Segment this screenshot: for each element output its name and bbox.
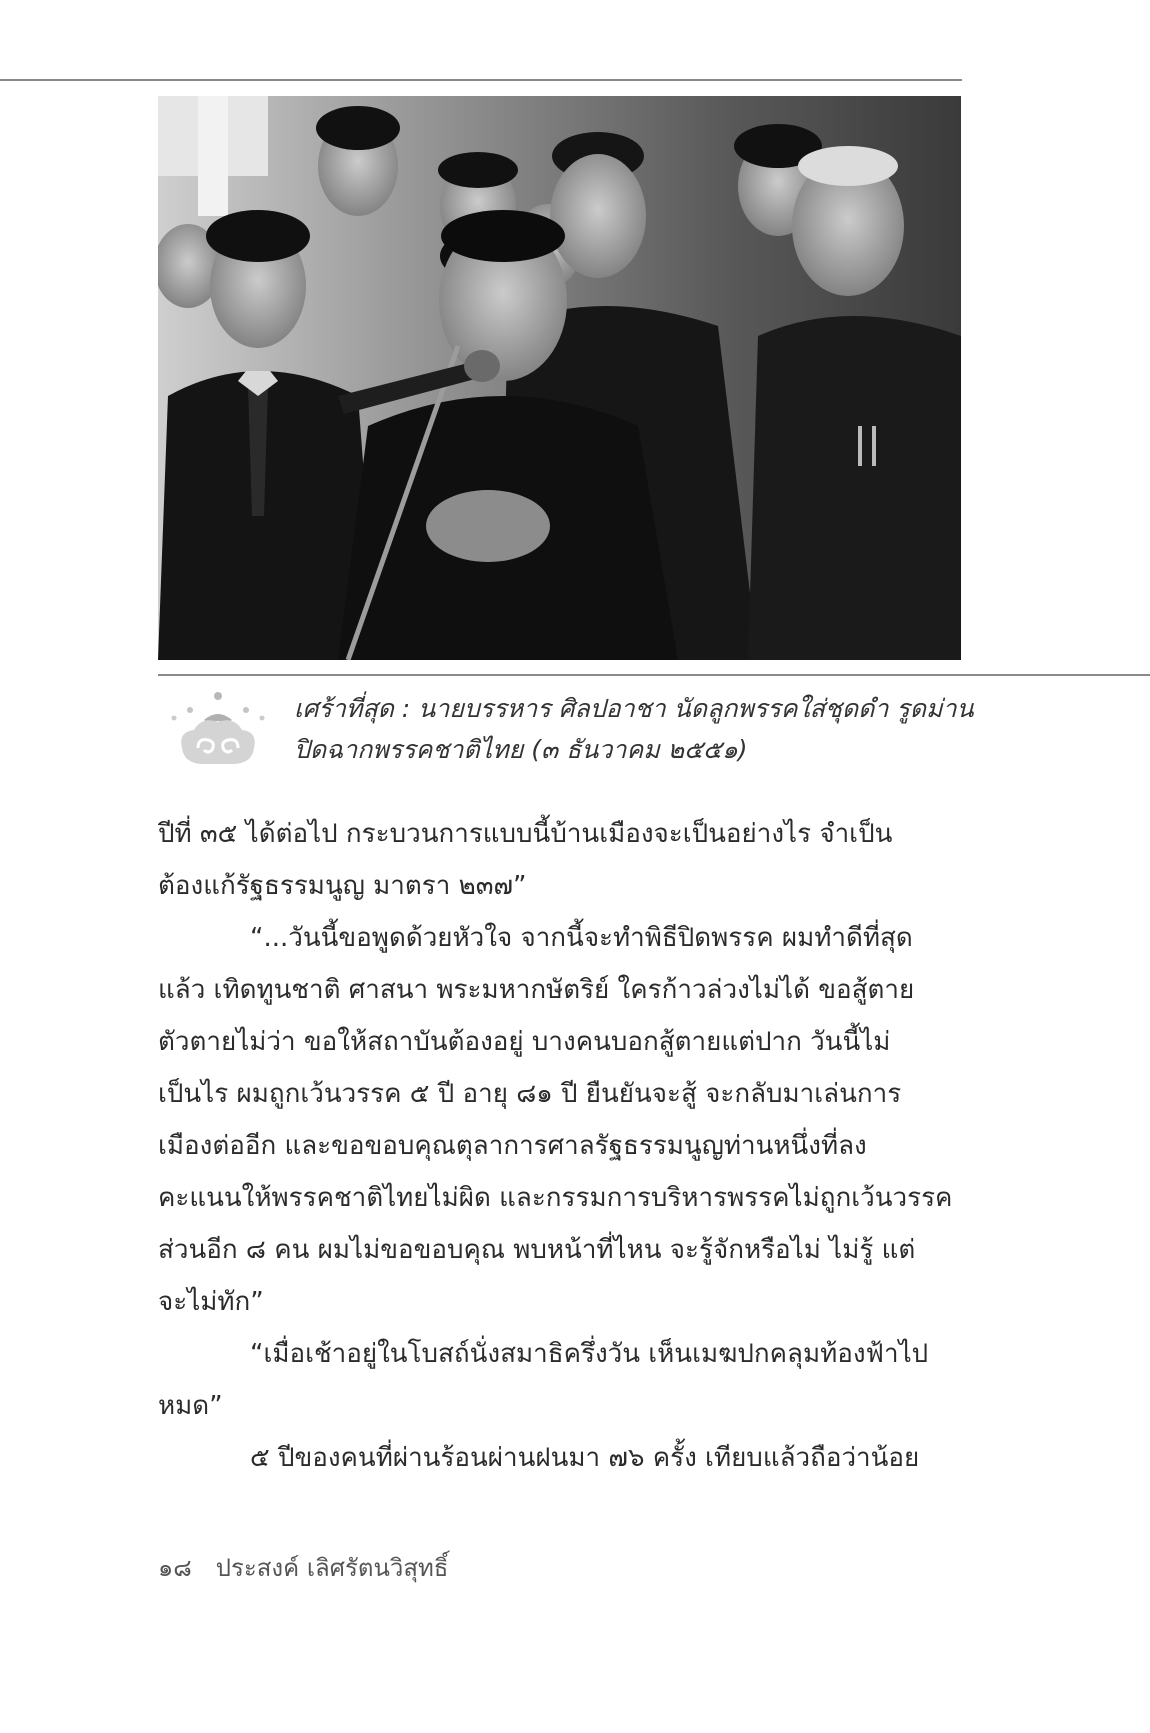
top-rule (0, 79, 962, 81)
body-line: เมืองต่ออีก และขอขอบคุณตุลาการศาลรัฐธรรมนูญท่านหนึ่งที่ลง (158, 1131, 867, 1161)
body-line: หมด” (158, 1391, 223, 1421)
page-footer (158, 1548, 448, 1587)
body-line: ตัวตายไม่ว่า ขอให้สถาบันต้องอยู่ บางคนบอกสู้ตายแต่ปาก วันนี้ไม่ (158, 1027, 891, 1057)
body-text (158, 808, 962, 1484)
page-number: ๑๘ (158, 1554, 192, 1582)
body-line: คะแนนให้พรรคชาติไทยไม่ผิด และกรรมการบริหารพรรคไม่ถูกเว้นวรรค (158, 1183, 953, 1213)
body-line: ปีที่ ๓๕ ได้ต่อไป กระบวนการแบบนี้บ้านเมืองจะเป็นอย่างไร จำเป็น (158, 819, 893, 849)
body-line: ๕ ปีของคนที่ผ่านร้อนผ่านฝนมา ๗๖ ครั้ง เทียบแล้วถือว่าน้อย (250, 1443, 920, 1473)
caption-rule (158, 674, 1150, 676)
caption-line: เศร้าที่สุด : นายบรรหาร ศิลปอาชา นัดลูกพรรคใส่ชุดดำ รูดม่าน (294, 694, 974, 723)
body-line: เป็นไร ผมถูกเว้นวรรค ๕ ปี อายุ ๘๑ ปี ยืนยันจะสู้ จะกลับมาเล่นการ (158, 1079, 902, 1109)
body-line: จะไม่ทัก” (158, 1287, 264, 1317)
body-line: ต้องแก้รัฐธรรมนูญ มาตรา ๒๓๗” (158, 871, 527, 901)
body-line: ส่วนอีก ๘ คน ผมไม่ขอขอบคุณ พบหน้าที่ไหน จะรู้จักหรือไม่ ไม่รู้ แต่ (158, 1235, 916, 1265)
photo-caption (294, 688, 974, 770)
author-name: ประสงค์ เลิศรัตนวิสุทธิ์ (215, 1554, 449, 1582)
body-line: แล้ว เทิดทูนชาติ ศาสนา พระมหากษัตริย์ ใครก้าวล่วงไม่ได้ ขอสู้ตาย (158, 975, 915, 1005)
cloud-ornament-icon (168, 690, 268, 772)
body-line: “...วันนี้ขอพูดด้วยหัวใจ จากนี้จะทำพิธีปิดพรรค ผมทำดีที่สุด (250, 923, 913, 953)
caption-line: ปิดฉากพรรคชาติไทย (๓ ธันวาคม ๒๕๕๑) (294, 735, 748, 764)
photo-illustration (158, 96, 961, 660)
group-photo (158, 96, 961, 660)
body-line: “เมื่อเช้าอยู่ในโบสถ์นั่งสมาธิครึ่งวัน เห็นเมฆปกคลุมท้องฟ้าไป (250, 1339, 929, 1369)
